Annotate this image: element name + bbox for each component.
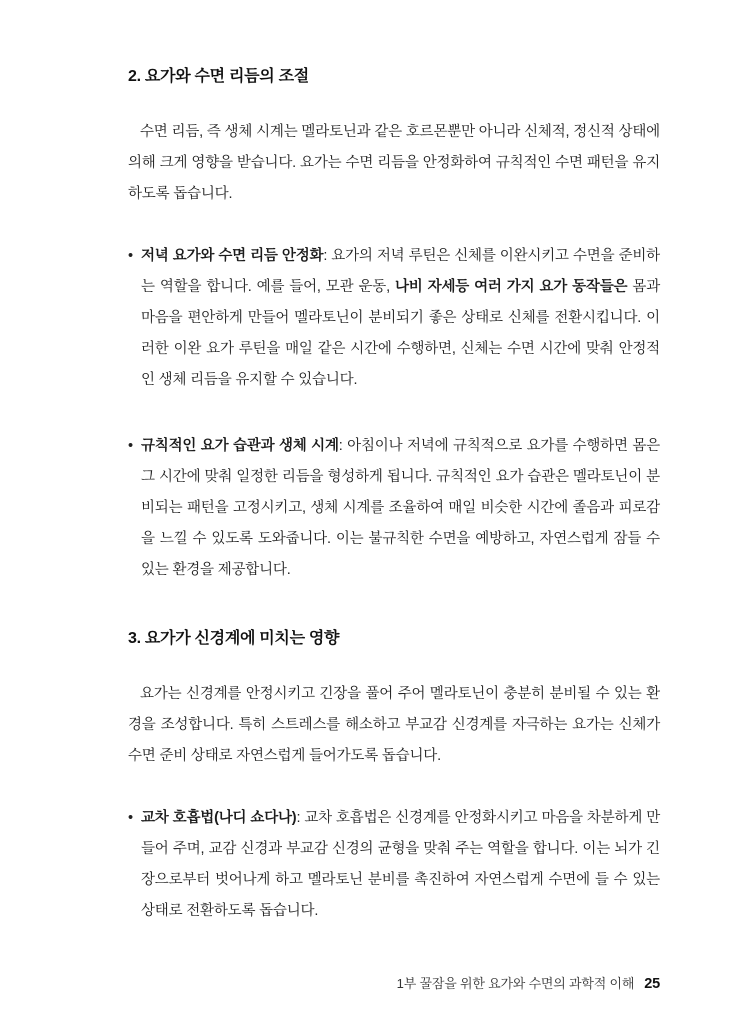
bullet-item <box>128 431 660 586</box>
bullet-marker-icon: • <box>128 810 133 826</box>
bullet-item <box>128 241 660 396</box>
bullet-bold-label: 저녁 요가와 수면 리듬 안정화 <box>141 248 324 264</box>
body-paragraph: 요가는 신경계를 안정시키고 긴장을 풀어 주어 멜라토닌이 충분히 분비될 수 있는 환경을 조성합니다. 특히 스트레스를 해소하고 부교감 신경계를 자극하는 요가는 신체가 수면 준비 상태로 자연스럽게 들어가도록 돕습니다. <box>128 686 660 764</box>
bullet-marker-icon: • <box>128 248 133 264</box>
page-footer <box>397 973 660 992</box>
section-heading: 3. 요가가 신경계에 미치는 영향 <box>128 630 340 647</box>
bullet-marker-icon: • <box>128 438 133 454</box>
footer-running-title: 1부 꿀잠을 위한 요가와 수면의 과학적 이해 <box>396 976 635 991</box>
bullet-bold-label: 규칙적인 요가 습관과 생체 시계 <box>141 438 339 454</box>
bullet-item <box>128 803 660 927</box>
body-paragraph: 수면 리듬, 즉 생체 시계는 멜라토닌과 같은 호르몬뿐만 아니라 신체적, 정신적 상태에 의해 크게 영향을 받습니다. 요가는 수면 리듬을 안정화하여 규칙적인 수면 패턴을 유지하도록 돕습니다. <box>128 124 660 202</box>
section-sleep-rhythm <box>128 66 660 586</box>
bullet-text: : 아침이나 저녁에 규칙적으로 요가를 수행하면 몸은 그 시간에 맞춰 일정한 리듬을 형성하게 됩니다. 규칙적인 요가 습관은 멜라토닌이 분비되는 패턴을 고정시키고, 생체 시계를 조율하여 매일 비슷한 시간에 졸음과 피로감을 느낄 수 있도록 도와줍니다. 이는 불규칙한 수면을 예방하고, 자연스럽게 잠들 수 있는 환경을 제공합니다. <box>141 438 660 578</box>
bullet-text: : 교차 호흡법은 신경계를 안정화시키고 마음을 차분하게 만들어 주며, 교감 신경과 부교감 신경의 균형을 맞춰 주는 역할을 합니다. 이는 뇌가 긴장으로부터 벗어나게 하고 멜라토닌 분비를 촉진하여 자연스럽게 수면에 들 수 있는 상태로 전환하도록 돕습니다. <box>141 810 660 919</box>
bullet-text: : 요가의 저녁 루틴은 신체를 이완시키고 수면을 준비하는 역할을 합니다. 예를 들어, 모관 운동, <box>141 248 660 295</box>
section-nervous-system <box>128 628 660 927</box>
bullet-bold-label: 교차 호흡법(나디 쇼다나) <box>141 810 297 826</box>
bullet-text: 몸과 마음을 편안하게 만들어 멜라토닌이 분비되기 좋은 상태로 신체를 전환시킵니다. 이러한 이완 요가 루틴을 매일 같은 시간에 수행하면, 신체는 수면 시간에 맞춰 안정적인 생체 리듬을 유지할 수 있습니다. <box>141 279 661 388</box>
bullet-bold-inline: 나비 자세등 여러 가지 요가 동작들은 <box>394 279 628 295</box>
page-number: 25 <box>644 976 660 992</box>
section-heading: 2. 요가와 수면 리듬의 조절 <box>128 68 309 85</box>
